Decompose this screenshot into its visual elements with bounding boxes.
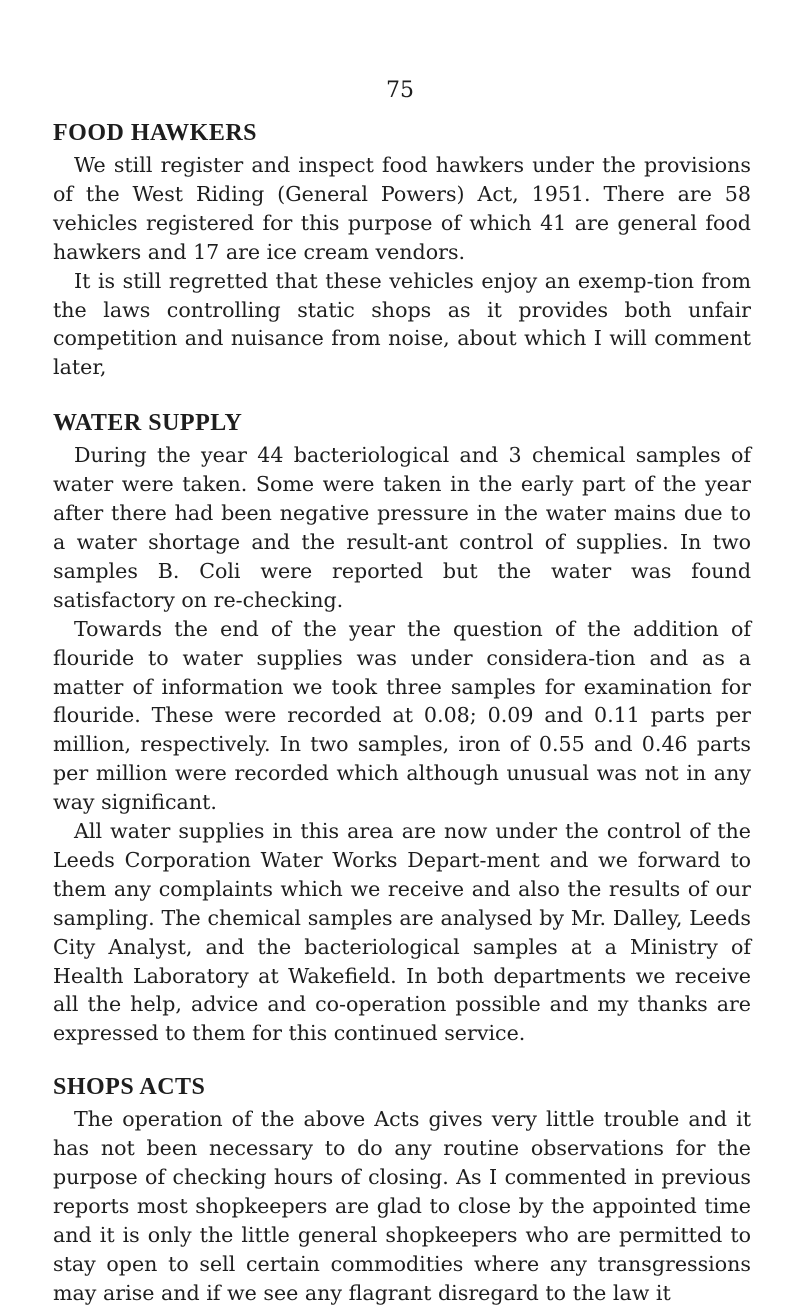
section-heading: WATER SUPPLY [53, 410, 243, 437]
section-heading: SHOPS ACTS [53, 1074, 206, 1101]
section-food-hawkers [53, 117, 751, 382]
page-number: 75 [386, 78, 414, 103]
paragraph: We still register and inspect food hawkers under the provisions of the West Riding (General Powers) Act, 1951. There are 58 vehicles registered for this purpose of which 41 are general food hawkers and 17 are ice cream vendors. [53, 153, 751, 264]
paragraph: During the year 44 bacteriological and 3 chemical samples of water were taken. Some were taken in the early part of the year after there had been negative pressure in the water mains due to a water shortage and the result-ant control of supplies. In two samples B. Coli were reported but the water was found satisfactory on re-checking. [53, 443, 751, 612]
section-shops-acts [53, 1071, 751, 1307]
paragraph: It is still regretted that these vehicles enjoy an exemp-tion from the laws controlling static shops as it provides both unfair competition and nuisance from noise, about which I will comment later, [53, 268, 751, 380]
section-water-supply [53, 407, 751, 1048]
paragraph: All water supplies in this area are now under the control of the Leeds Corporation Water Works Depart-ment and we forward to them any complaints which we receive and also the results of our sampling. The chemical samples are analysed by Mr. Dalley, Leeds City Analyst, and the bacteriological samples at a Ministry of Health Laboratory at Wakefield. In both departments we receive all the help, advice and co-operation possible and my thanks are expressed to them for this continued service. [53, 819, 751, 1046]
page-body [53, 117, 751, 1308]
section-heading: FOOD HAWKERS [53, 120, 258, 146]
paragraph: Towards the end of the year the question of the addition of flouride to water supplies was under considera-tion and as a matter of information we took three samples for examination for flouride. These were recorded at 0.08; 0.09 and 0.11 parts per million, respectively. In two samples, iron of 0.55 and 0.46 parts per million were recorded which although unusual was not in any way significant. [53, 616, 751, 815]
paragraph: The operation of the above Acts gives very little trouble and it has not been necessary to do any routine observations for the purpose of checking hours of closing. As I commented in previous reports most shopkeepers are glad to close by the appointed time and it is only the little general shopkeepers who are permitted to stay open to sell certain commodities where any transgressions may arise and if we see any flagrant disregard to the law it [53, 1107, 751, 1305]
